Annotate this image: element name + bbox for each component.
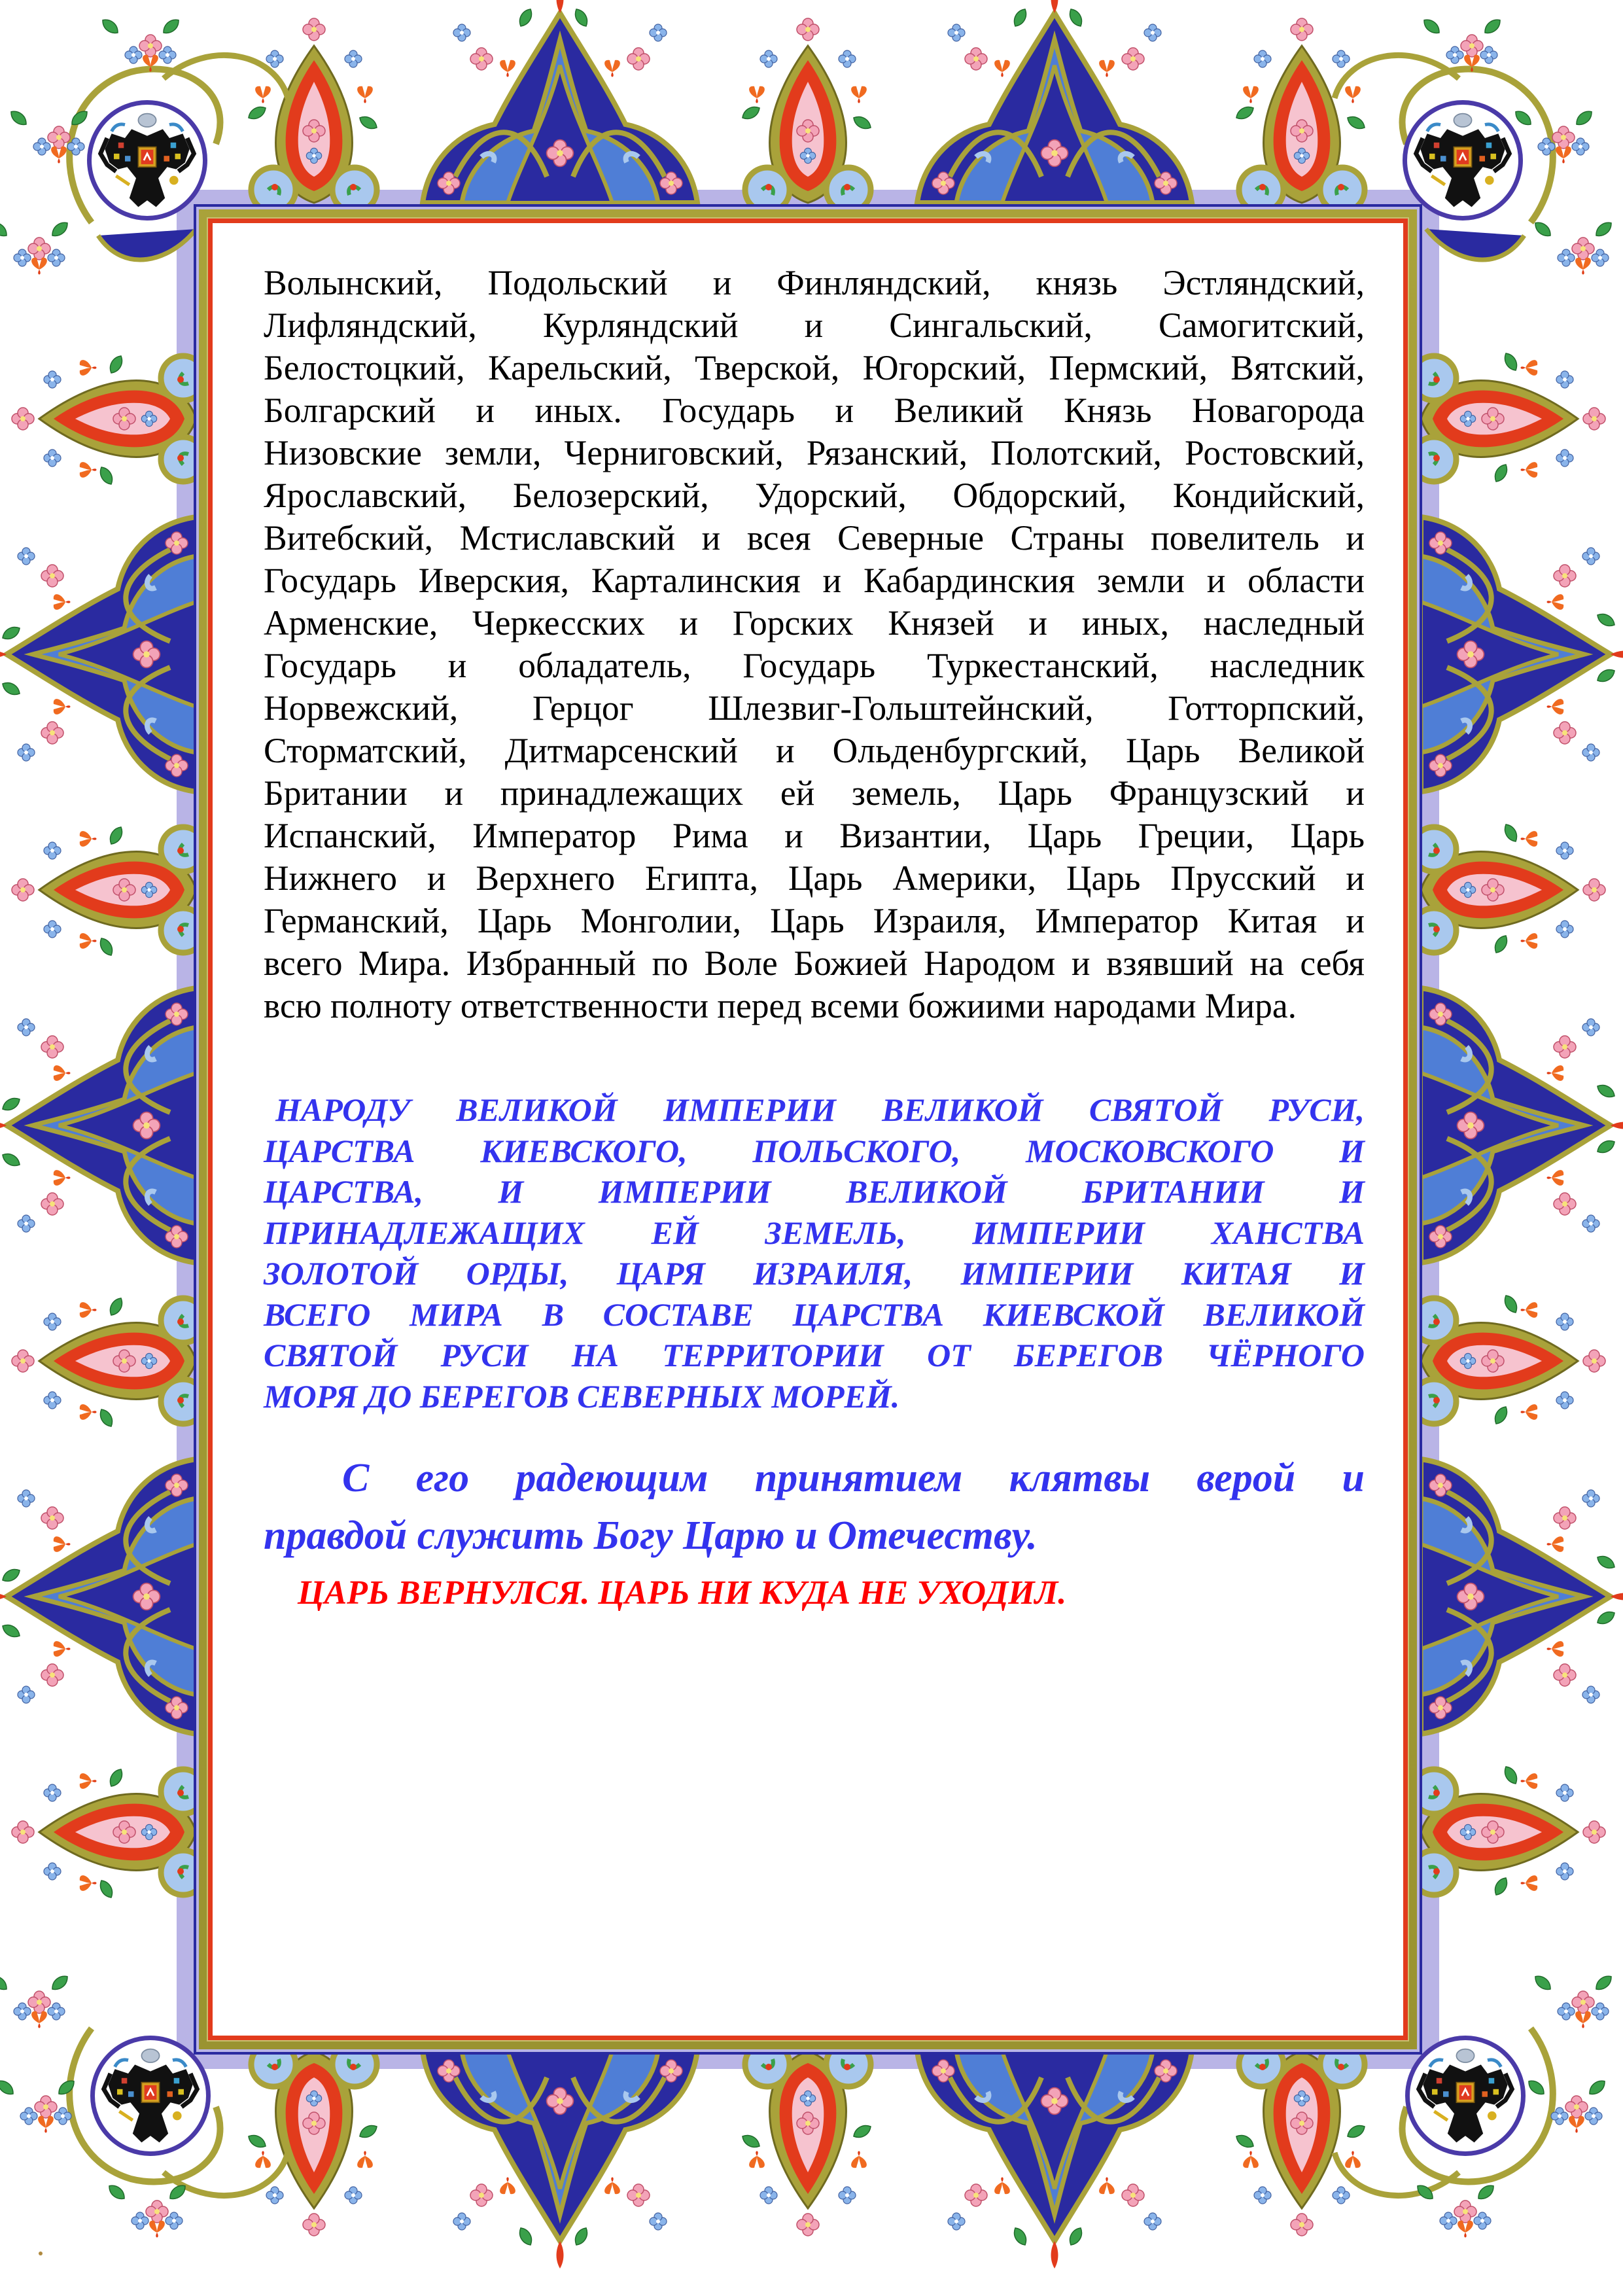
double-headed-eagle-icon [1403,100,1523,221]
body-line: Арменские, Черкесских и Горских Князей и иных, наследный [264,603,1365,643]
body-line: Лифляндский, Курляндский и Сингальский, Самогитский, [264,306,1365,345]
body-line: Германский, Царь Монголии, Царь Израиля, Император Китая и [264,901,1365,940]
top-ornament-band [246,0,1367,212]
body-line: всю полноту ответственности перед всеми божиими народами Мира. [264,986,1297,1025]
body-line: Витебский, Мстиславский и всея Северные Страны повелитель и [264,518,1365,557]
address-line: ЗОЛОТОЙ ОРДЫ, ЦАРЯ ИЗРАИЛЯ, ИМПЕРИИ КИТАЯ И [264,1255,1365,1292]
double-headed-eagle-icon [90,2036,211,2156]
double-headed-eagle-icon [1405,2036,1526,2156]
body-line: Государь и обладатель, Государь Туркестанский, наследник [264,646,1365,685]
body-line: Ярославский, Белозерский, Удорский, Обдорский, Кондийский, [264,476,1365,515]
address-line: ПРИНАДЛЕЖАЩИХ ЕЙ ЗЕМЕЛЬ, ИМПЕРИИ ХАНСТВА [264,1214,1365,1251]
body-line: Болгарский и иных. Государь и Великий Князь Новагорода [264,391,1365,430]
body-line: Государь Иверския, Карталинския и Кабардинския земли и области [264,561,1365,600]
oath-block [264,1449,1365,1564]
body-line: Нижнего и Верхнего Египта, Царь Америки, Царь Прусский и [264,858,1365,898]
right-ornament-band [1412,351,1623,1897]
body-line: Норвежский, Герцог Шлезвиг-Гольштейнский, Готторпский, [264,688,1365,728]
address-line: ЦАРСТВА КИЕВСКОГО, ПОЛЬСКОГО, МОСКОВСКОГО И [264,1132,1365,1169]
oath-line: правдой служить Богу Царю и Отечеству. [264,1513,1038,1558]
body-text [264,262,1365,1027]
title-paragraph [264,262,1365,1027]
address-line: ВСЕГО МИРА В СОСТАВЕ ЦАРСТВА КИЕВСКОЙ ВЕЛИКОЙ [264,1296,1365,1333]
body-line: Сторматский, Дитмарсенский и Ольденбургский, Царь Великой [264,731,1365,770]
body-line: Белостоцкий, Карельский, Тверской, Югорский, Пермский, Вятский, [264,348,1365,387]
address-block [264,1089,1365,1417]
address-line: НАРОДУ ВЕЛИКОЙ ИМПЕРИИ ВЕЛИКОЙ СВЯТОЙ РУСИ, [275,1091,1365,1128]
address-line: МОРЯ ДО БЕРЕГОВ СЕВЕРНЫХ МОРЕЙ. [264,1377,900,1415]
body-line: Испанский, Император Рима и Византии, Царь Греции, Царь [264,816,1365,855]
bottom-ornament-band [246,2042,1367,2269]
eagle-emblem-top-left [92,105,203,216]
double-headed-eagle-icon [87,100,207,221]
body-line: Низовские земли, Черниговский, Рязанский, Полотский, Ростовский, [264,433,1365,472]
oath-line: С его радеющим принятием клятвы верой и [342,1456,1365,1500]
body-line: Британии и принадлежащих ей земель, Царь Французский и [264,773,1365,813]
closing-line: ЦАРЬ ВЕРНУЛСЯ. ЦАРЬ НИ КУДА НЕ УХОДИЛ. [298,1574,1067,1612]
left-ornament-band [0,353,205,1899]
body-line: всего Мира. Избранный по Воле Божией Народом и взявший на себя [264,944,1365,983]
body-line: Волынский, Подольский и Финляндский, князь Эстляндский, [264,263,1365,302]
address-line: ЦАРСТВА, И ИМПЕРИИ ВЕЛИКОЙ БРИТАНИИ И [264,1173,1365,1210]
address-line: СВЯТОЙ РУСИ НА ТЕРРИТОРИИ ОТ БЕРЕГОВ ЧЁРНОГО [264,1337,1365,1373]
